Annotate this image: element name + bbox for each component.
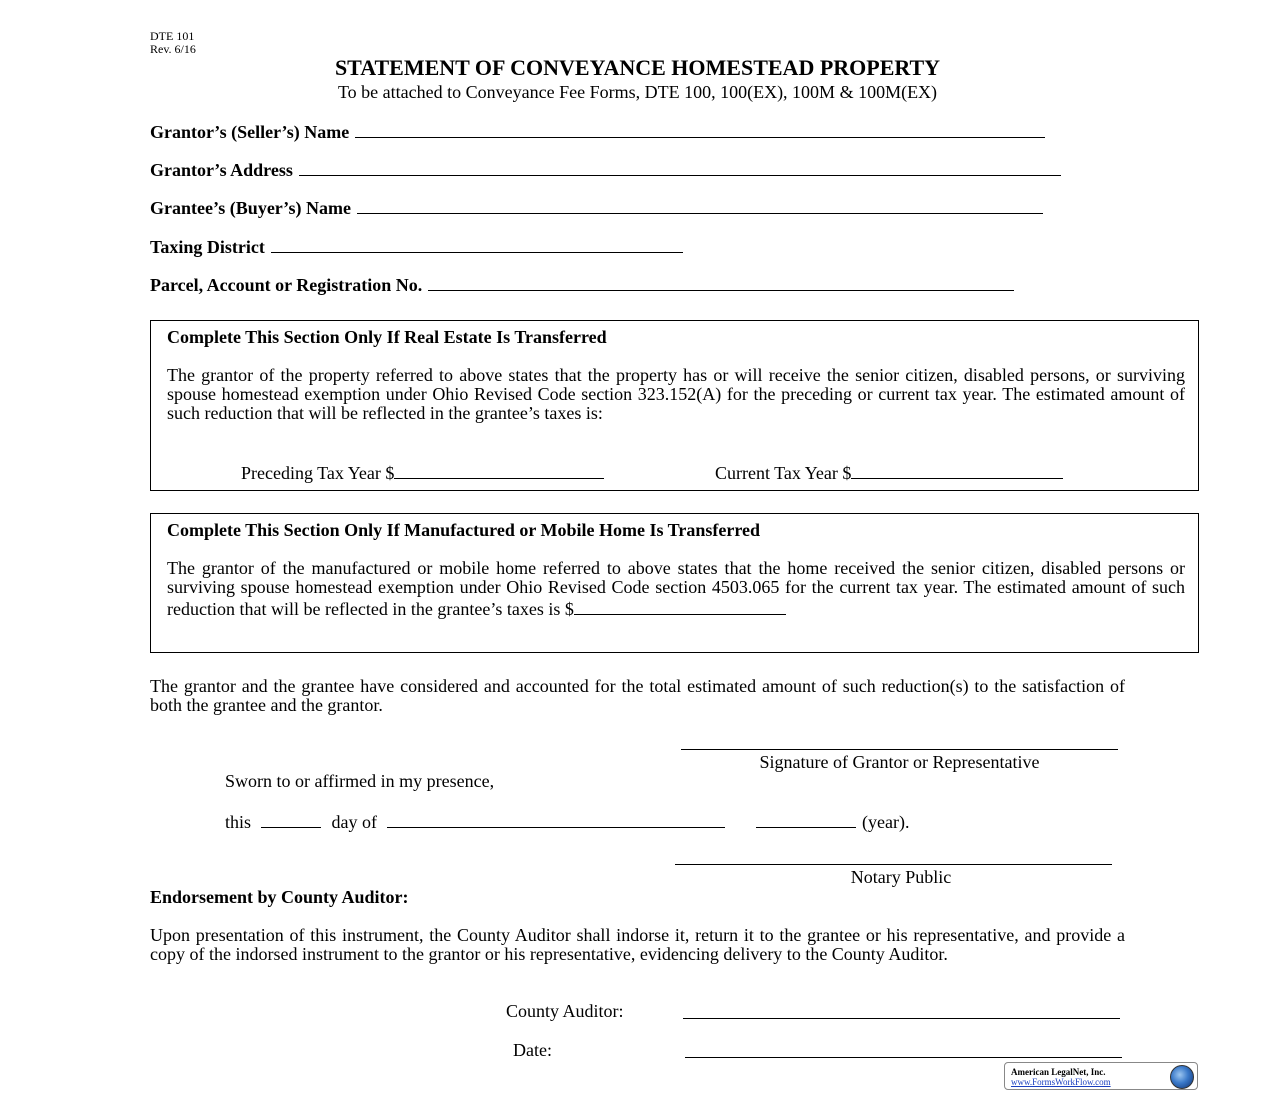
parcel-label: Parcel, Account or Registration No. (150, 275, 423, 295)
auditor-heading: Endorsement by County Auditor: (150, 887, 409, 907)
page-subtitle: To be attached to Conveyance Fee Forms, DTE 100, 100(EX), 100M & 100M(EX) (337, 82, 938, 102)
parcel-row (150, 273, 1014, 296)
mobile-home-section-title: Complete This Section Only If Manufactured or Mobile Home Is Transferred (167, 520, 760, 540)
grantor-signature-line[interactable] (681, 749, 1118, 750)
publisher-name: American LegalNet, Inc. (1011, 1067, 1106, 1077)
current-tax-year-row (715, 461, 1063, 484)
date-line[interactable] (685, 1057, 1122, 1058)
date-label: Date: (513, 1040, 552, 1060)
auditor-paragraph: Upon presentation of this instrument, the County Auditor shall indorse it, return it to the grantee or his representative, and provide a copy of the indorsed instrument to the grantor or his representative, evidencing delivery to the County Auditor. (150, 925, 1125, 964)
publisher-logo[interactable] (1004, 1062, 1198, 1090)
mobile-home-section-body (167, 559, 1185, 619)
grantee-name-field[interactable] (357, 196, 1043, 214)
date-of-oath-row (225, 810, 909, 833)
parcel-field[interactable] (428, 273, 1014, 291)
preceding-tax-year-label: Preceding Tax Year $ (241, 463, 395, 483)
mobile-home-section-text: The grantor of the manufactured or mobile home referred to above states that the home received the senior citizen, disabled persons or surviving spouse homestead exemption under Ohio Revised Code section 4503.065 for the current tax year. The estimated amount of such reduction that will be reflected in the grantee’s taxes is $ (167, 558, 1185, 619)
grantor-signature-caption: Signature of Grantor or Representative (759, 752, 1040, 772)
form-revision: Rev. 6/16 (150, 42, 196, 56)
year-label: (year). (862, 812, 910, 832)
mobile-home-reduction-field[interactable] (574, 597, 786, 615)
grantee-name-row (150, 196, 1043, 219)
grantor-address-row (150, 158, 1061, 181)
preceding-tax-year-field[interactable] (394, 461, 604, 479)
year-field[interactable] (756, 810, 856, 828)
preceding-tax-year-row (241, 461, 604, 484)
grantor-name-label: Grantor’s (Seller’s) Name (150, 122, 350, 142)
grantor-name-field[interactable] (355, 120, 1045, 138)
mobile-home-section (150, 513, 1199, 653)
page-title: STATEMENT OF CONVEYANCE HOMESTEAD PROPERTY (334, 55, 941, 80)
this-label: this (225, 812, 252, 832)
county-auditor-label: County Auditor: (506, 1001, 624, 1021)
sworn-text: Sworn to or affirmed in my presence, (225, 771, 495, 791)
day-of-label: day of (331, 812, 377, 832)
grantor-address-field[interactable] (299, 158, 1061, 176)
taxing-district-row (150, 235, 683, 258)
form-number: DTE 101 (150, 29, 195, 43)
notary-signature-line[interactable] (675, 864, 1112, 865)
publisher-url[interactable]: www.FormsWorkFlow.com (1011, 1077, 1111, 1087)
grantor-address-label: Grantor’s Address (150, 160, 293, 180)
current-tax-year-field[interactable] (851, 461, 1063, 479)
notary-caption: Notary Public (850, 867, 952, 887)
globe-icon (1170, 1065, 1194, 1089)
real-estate-section (150, 320, 1199, 491)
grantor-name-row (150, 120, 1045, 143)
county-auditor-signature-line[interactable] (683, 1018, 1120, 1019)
taxing-district-label: Taxing District (150, 237, 265, 257)
real-estate-section-body: The grantor of the property referred to above states that the property has or will receive the senior citizen, disabled persons, or surviving spouse homestead exemption under Ohio Revised Code section 323.152(A) for the preceding or current tax year. The estimated amount of such reduction that will be reflected in the grantee’s taxes is: (167, 365, 1185, 423)
taxing-district-field[interactable] (271, 235, 683, 253)
day-field[interactable] (261, 810, 321, 828)
month-field[interactable] (387, 810, 725, 828)
grantee-name-label: Grantee’s (Buyer’s) Name (150, 198, 351, 218)
current-tax-year-label: Current Tax Year $ (715, 463, 852, 483)
agreement-paragraph: The grantor and the grantee have considered and accounted for the total estimated amount of such reduction(s) to the satisfaction of both the grantee and the grantor. (150, 676, 1125, 715)
real-estate-section-title: Complete This Section Only If Real Estate Is Transferred (167, 327, 607, 347)
